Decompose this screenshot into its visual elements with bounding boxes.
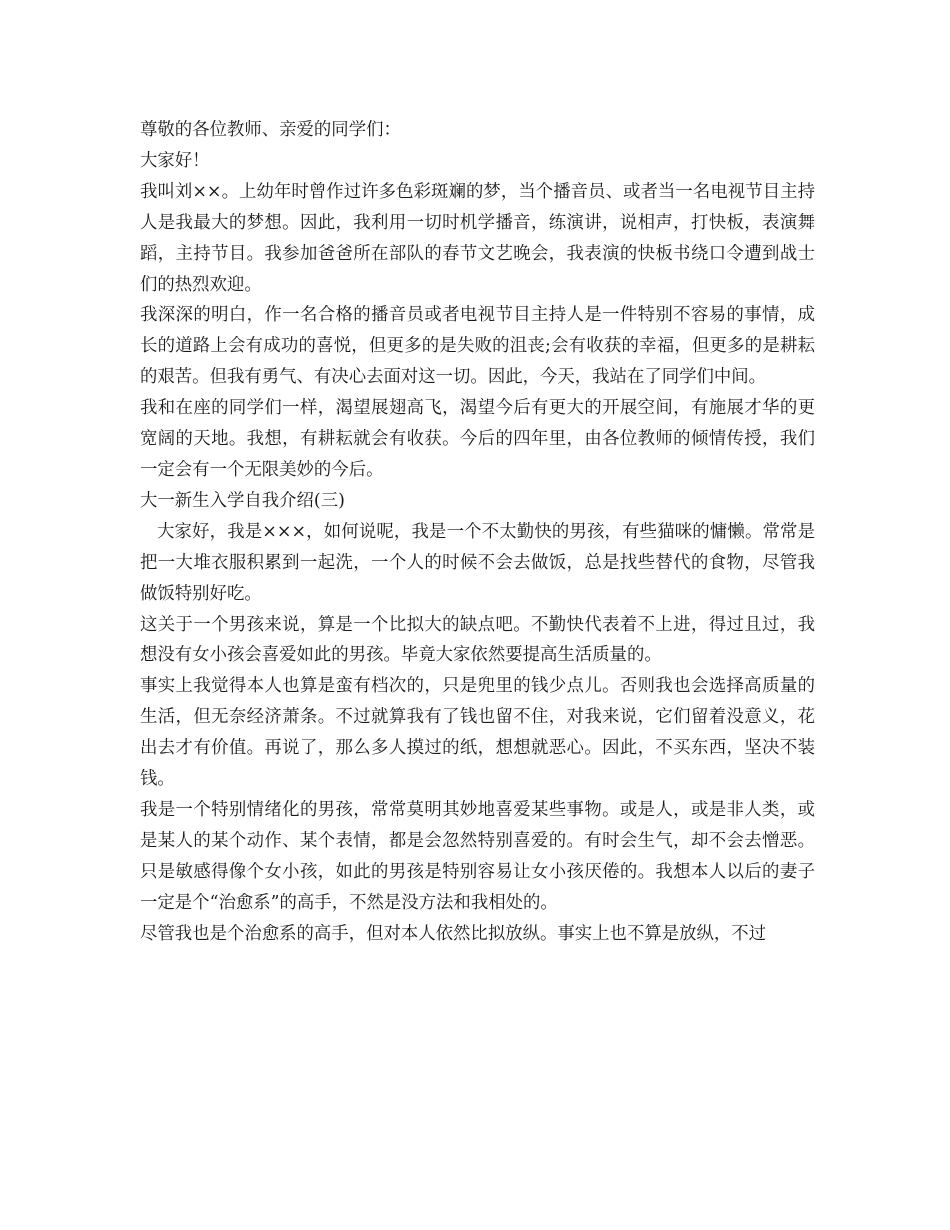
body-paragraph: 尽管我也是个治愈系的高手，但对本人依然比拟放纵。事实上也不算是放纵，不过 xyxy=(140,923,767,944)
document-body xyxy=(140,115,815,949)
section-title: 大一新生入学自我介绍(三) xyxy=(140,490,345,511)
body-paragraph: 这关于一个男孩来说，算是一个比拟大的缺点吧。不勤快代表着不上进，得过且过，我想没有女小孩会喜爱如此的男孩。毕竟大家依然要提高生活质量的。 xyxy=(140,614,815,666)
body-paragraph: 我叫刘××。上幼年时曾作过许多色彩斑斓的梦，当个播音员、或者当一名电视节目主持人是我最大的梦想。因此，我利用一切时机学播音，练演讲，说相声，打快板，表演舞蹈，主持节目。我参加爸爸所在部队的春节文艺晚会，我表演的快板书绕口令遭到战士们的热烈欢迎。 xyxy=(140,181,815,295)
body-paragraph: 我深深的明白，作一名合格的播音员或者电视节目主持人是一件特别不容易的事情，成长的道路上会有成功的喜悦，但更多的是失败的沮丧;会有收获的幸福，但更多的是耕耘的艰苦。但我有勇气、有决心去面对这一切。因此，今天，我站在了同学们中间。 xyxy=(140,305,815,388)
body-paragraph: 我和在座的同学们一样，渴望展翅高飞，渴望今后有更大的开展空间，有施展才华的更宽阔的天地。我想，有耕耘就会有收获。今后的四年里，由各位教师的倾情传授，我们一定会有一个无限美妙的今后。 xyxy=(140,398,815,480)
body-paragraph: 我是一个特别情绪化的男孩，常常莫明其妙地喜爱某些事物。或是人，或是非人类，或是某人的某个动作、某个表情，都是会忽然特别喜爱的。有时会生气，却不会去憎恶。只是敏感得像个女小孩，如此的男孩是特别容易让女小孩厌倦的。我想本人以后的妻子一定是个“治愈系”的高手，不然是没方法和我相处的。 xyxy=(140,799,815,913)
hello-line: 大家好！ xyxy=(140,150,210,171)
body-paragraph: 事实上我觉得本人也算是蛮有档次的，只是兜里的钱少点儿。否则我也会选择高质量的生活，但无奈经济萧条。不过就算我有了钱也留不住，对我来说，它们留着没意义，花出去才有价值。再说了，那么多人摸过的纸，想想就恶心。因此，不买东西，坚决不装钱。 xyxy=(140,676,815,790)
greeting-line: 尊敬的各位教师、亲爱的同学们： xyxy=(140,120,401,140)
intro-paragraph: 大家好，我是×××，如何说呢，我是一个不太勤快的男孩，有些猫咪的慵懒。常常是把一大堆衣服积累到一起洗，一个人的时候不会去做饭，总是找些替代的食物，尽管我做饭特别好吃。 xyxy=(140,521,815,604)
